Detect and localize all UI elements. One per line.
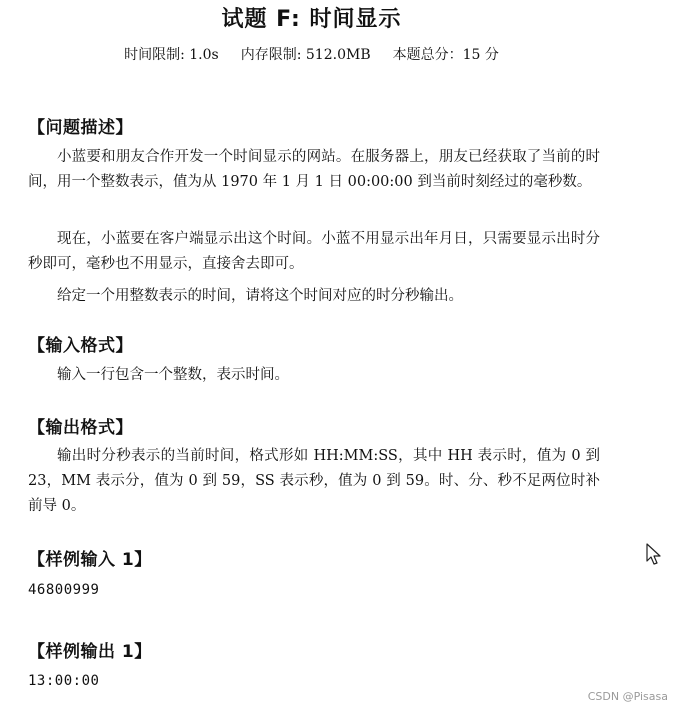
input-format-text: 输入一行包含一个整数，表示时间。 — [57, 367, 289, 383]
section-heading-sample-input: 【样例输入 1】 — [28, 550, 152, 570]
section-heading-sample-output: 【样例输出 1】 — [28, 642, 152, 662]
memory-limit: 内存限制: 512.0MB — [240, 47, 371, 63]
description-paragraph-2: 现在，小蓝要在客户端显示出这个时间。小蓝不用显示出年月日，只需要显示出时分秒即可，毫秒也不用显示，直接舍去即可。 — [28, 231, 600, 272]
description-paragraph-3: 给定一个用整数表示的时间，请将这个时间对应的时分秒输出。 — [57, 288, 463, 304]
time-limit: 时间限制: 1.0s — [124, 47, 219, 63]
problem-meta — [0, 44, 623, 64]
description-paragraph-1: 小蓝要和朋友合作开发一个时间显示的网站。在服务器上，朋友已经获取了当前的时间，用一个整数表示，值为从 1970 年 1 月 1 日 00:00:00 到当前时刻经过的毫秒数。 — [28, 149, 600, 190]
section-heading-description: 【问题描述】 — [28, 118, 133, 138]
csdn-watermark: CSDN @Pisasa — [587, 690, 668, 703]
sample-input-value: 46800999 — [28, 582, 100, 598]
sample-output-value: 13:00:00 — [28, 673, 100, 689]
mouse-pointer-icon — [646, 543, 662, 567]
output-format-text: 输出时分秒表示的当前时间，格式形如 HH:MM:SS，其中 HH 表示时，值为 0 到 23，MM 表示分，值为 0 到 59，SS 表示秒，值为 0 到 59。时、分、秒不足两位时补前导 0。 — [28, 448, 600, 514]
problem-title: 试题 F: 时间显示 — [221, 7, 402, 32]
section-heading-input-format: 【输入格式】 — [28, 336, 133, 356]
total-score: 本题总分：15 分 — [392, 47, 499, 63]
section-heading-output-format: 【输出格式】 — [28, 418, 133, 438]
